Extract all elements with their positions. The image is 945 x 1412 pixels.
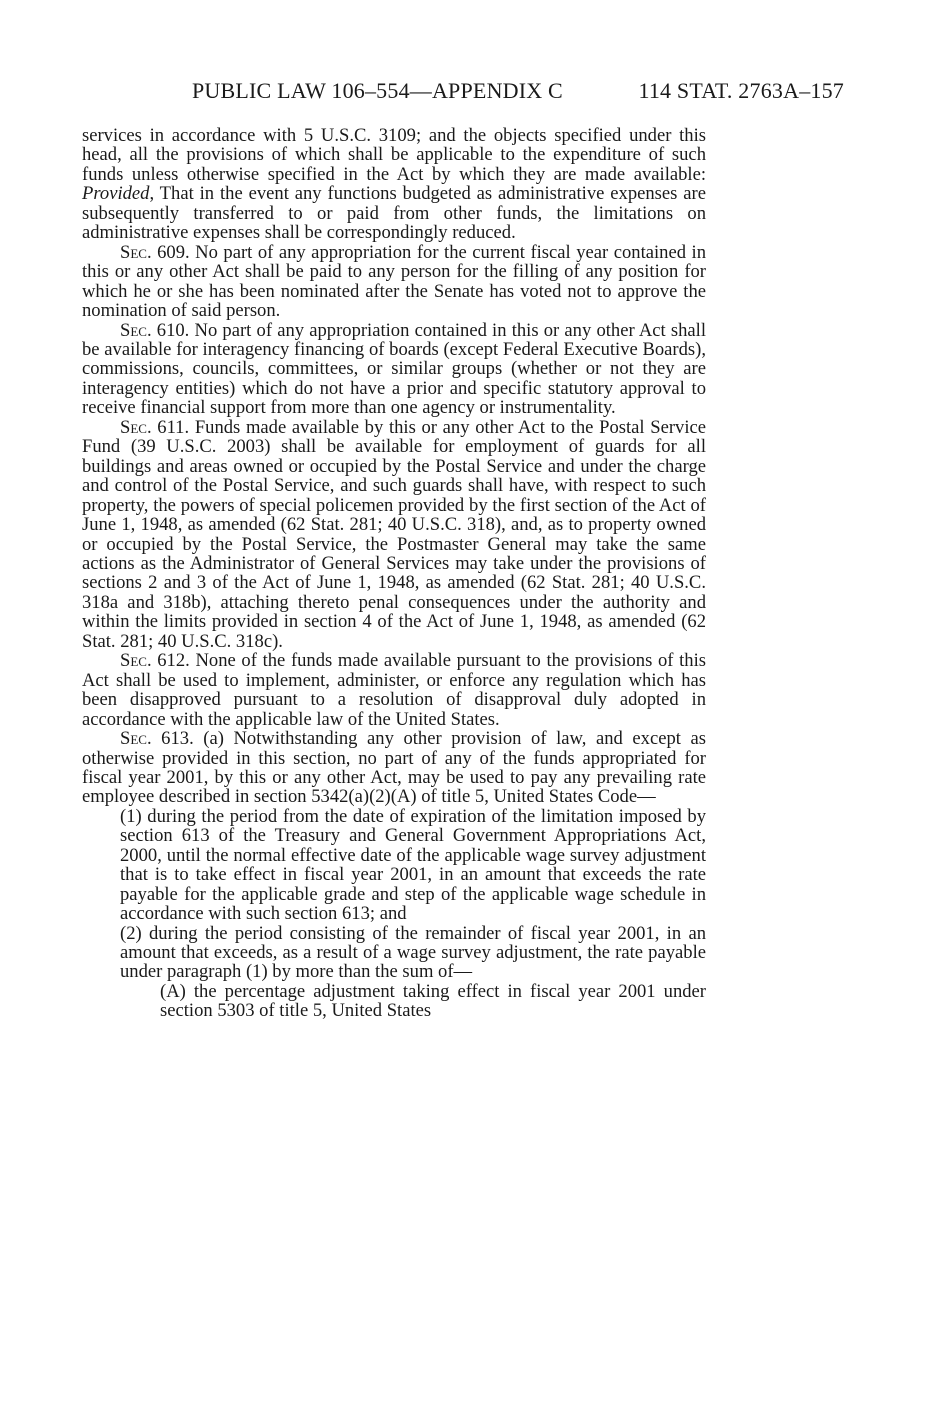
section-613-paragraph-2: (2) during the period consisting of the remainder of fiscal year 2001, in an amount that exceeds, as a result of a wage survey adjustment, the rate payable under paragraph (1) by more than the sum of—: [120, 922, 706, 983]
section-text: Funds made available by this or any other Act to the Postal Service Fund (39 U.S.C. 2003) shall be available for employment of guards for all buildings and areas owned or occupied by the Postal Service and under the charge and control of the Postal Service, and such guards shall have, with respect to such property, the powers of special policemen provided by the first section of the Act of June 1, 1948, as amended (62 Stat. 281; 40 U.S.C. 318), and, as to property owned or occupied by the Postal Service, the Postmaster General may take the same actions as the Administrator of General Services may take under the provisions of sections 2 and 3 of the Act of June 1, 1948, as amended (62 Stat. 281; 40 U.S.C. 318a and 318b), attaching thereto penal consequences under the authority and within the limits provided in section 4 of the Act of June 1, 1948, as amended (62 Stat. 281; 40 U.S.C. 318c).: [82, 416, 706, 652]
section-613-paragraph-1: (1) during the period from the date of expiration of the limitation imposed by section 613 of the Treasury and General Government Appropriations Act, 2000, until the normal effective date of the applicable wage survey adjustment that is to take effect in fiscal year 2001, in an amount that exceeds the rate payable for the applicable grade and step of the applicable wage schedule in accordance with such section 613; and: [120, 805, 706, 925]
section-610: [82, 321, 706, 418]
section-text: No part of any appropriation contained in this or any other Act shall be available for interagency financing of boards (except Federal Executive Boards), commissions, councils, committees, or similar groups (whether or not they are interagency entities) which do not have a prior and specific statutory approval to receive financial support from more than one agency or instrumentality.: [82, 319, 706, 419]
section-609: [82, 243, 706, 321]
section-text: No part of any appropriation for the current fiscal year contained in this or any other Act shall be paid to any person for the filling of any position for which he or she has been nominated after the Senate has voted not to approve the nomination of said person.: [82, 241, 706, 322]
section-label: Sec. 612.: [120, 650, 190, 672]
header-law-title: PUBLIC LAW 106–554—APPENDIX C: [192, 78, 563, 103]
paragraph-continuation: services in accordance with 5 U.S.C. 3109; and the objects specified under this head, all the provisions of which shall be applicable to the expenditure of such funds unless otherwise specified in the Act by which they are made available: Provided, That in the event any functions budgeted as administrative expenses are subsequently transferred to or paid from other funds, the limitations on administrative expenses shall be correspondingly reduced.: [82, 125, 706, 244]
header-stat-citation: 114 STAT. 2763A–157: [638, 78, 844, 103]
section-label: Sec. 610.: [120, 319, 190, 341]
section-label: Sec. 613.: [120, 728, 194, 750]
section-613-subparagraph-a: (A) the percentage adjustment taking effect in fiscal year 2001 under section 5303 of title 5, United States: [160, 980, 706, 1022]
provided-italic: Provided: [82, 183, 150, 205]
section-612: [82, 651, 706, 729]
section-label: Sec. 611.: [120, 416, 190, 438]
section-text: (a) Notwithstanding any other provision of law, and except as otherwise provided in this section, no part of any of the funds appropriated for fiscal year 2001, by this or any other Act, may be used to pay any prevailing rate employee described in section 5342(a)(2)(A) of title 5, United States Code—: [82, 728, 706, 808]
section-611: [82, 418, 706, 651]
section-label: Sec. 609.: [120, 241, 190, 263]
section-text: None of the funds made available pursuant to the provisions of this Act shall be used to implement, administer, or enforce any regulation which has been disapproved pursuant to a resolution of disapproval duly adopted in accordance with the applicable law of the United States.: [82, 650, 706, 730]
running-header: [192, 78, 844, 108]
section-613: [82, 729, 706, 807]
page-body: [82, 126, 706, 1021]
